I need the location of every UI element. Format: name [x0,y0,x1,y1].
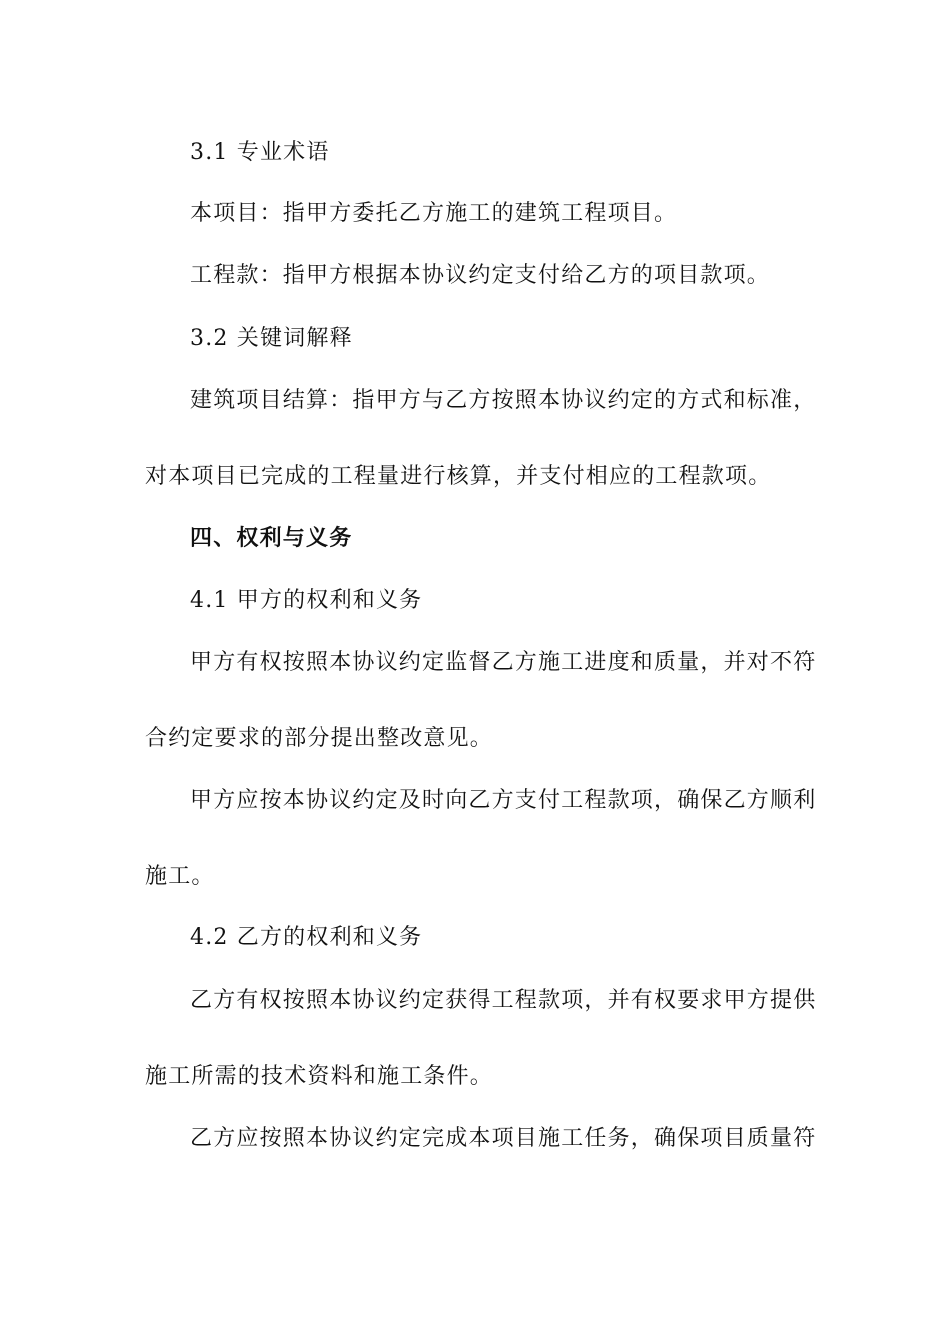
section-3-1-heading: 3.1 专业术语 [190,140,330,165]
paragraph-line: 甲方应按本协议约定及时向乙方支付工程款项，确保乙方顺利 [190,788,817,813]
paragraph-line: 乙方应按照本协议约定完成本项目施工任务，确保项目质量符 [190,1126,817,1151]
section-3-2-heading: 3.2 关键词解释 [190,326,353,351]
section-4-heading: 四、权利与义务 [190,525,353,551]
paragraph-line: 乙方有权按照本协议约定获得工程款项，并有权要求甲方提供 [190,988,817,1013]
paragraph-line: 建筑项目结算：指甲方与乙方按照本协议约定的方式和标准， [190,388,817,413]
paragraph-line: 对本项目已完成的工程量进行核算，并支付相应的工程款项。 [145,464,772,489]
paragraph-line: 施工。 [145,864,215,889]
paragraph-line: 施工所需的技术资料和施工条件。 [145,1064,494,1089]
paragraph-line: 合约定要求的部分提出整改意见。 [145,726,494,751]
paragraph-line: 工程款：指甲方根据本协议约定支付给乙方的项目款项。 [190,263,771,288]
paragraph-line: 甲方有权按照本协议约定监督乙方施工进度和质量，并对不符 [190,650,817,675]
paragraph-line: 本项目：指甲方委托乙方施工的建筑工程项目。 [190,201,678,226]
section-4-1-heading: 4.1 甲方的权利和义务 [190,588,423,613]
section-4-2-heading: 4.2 乙方的权利和义务 [190,925,423,950]
